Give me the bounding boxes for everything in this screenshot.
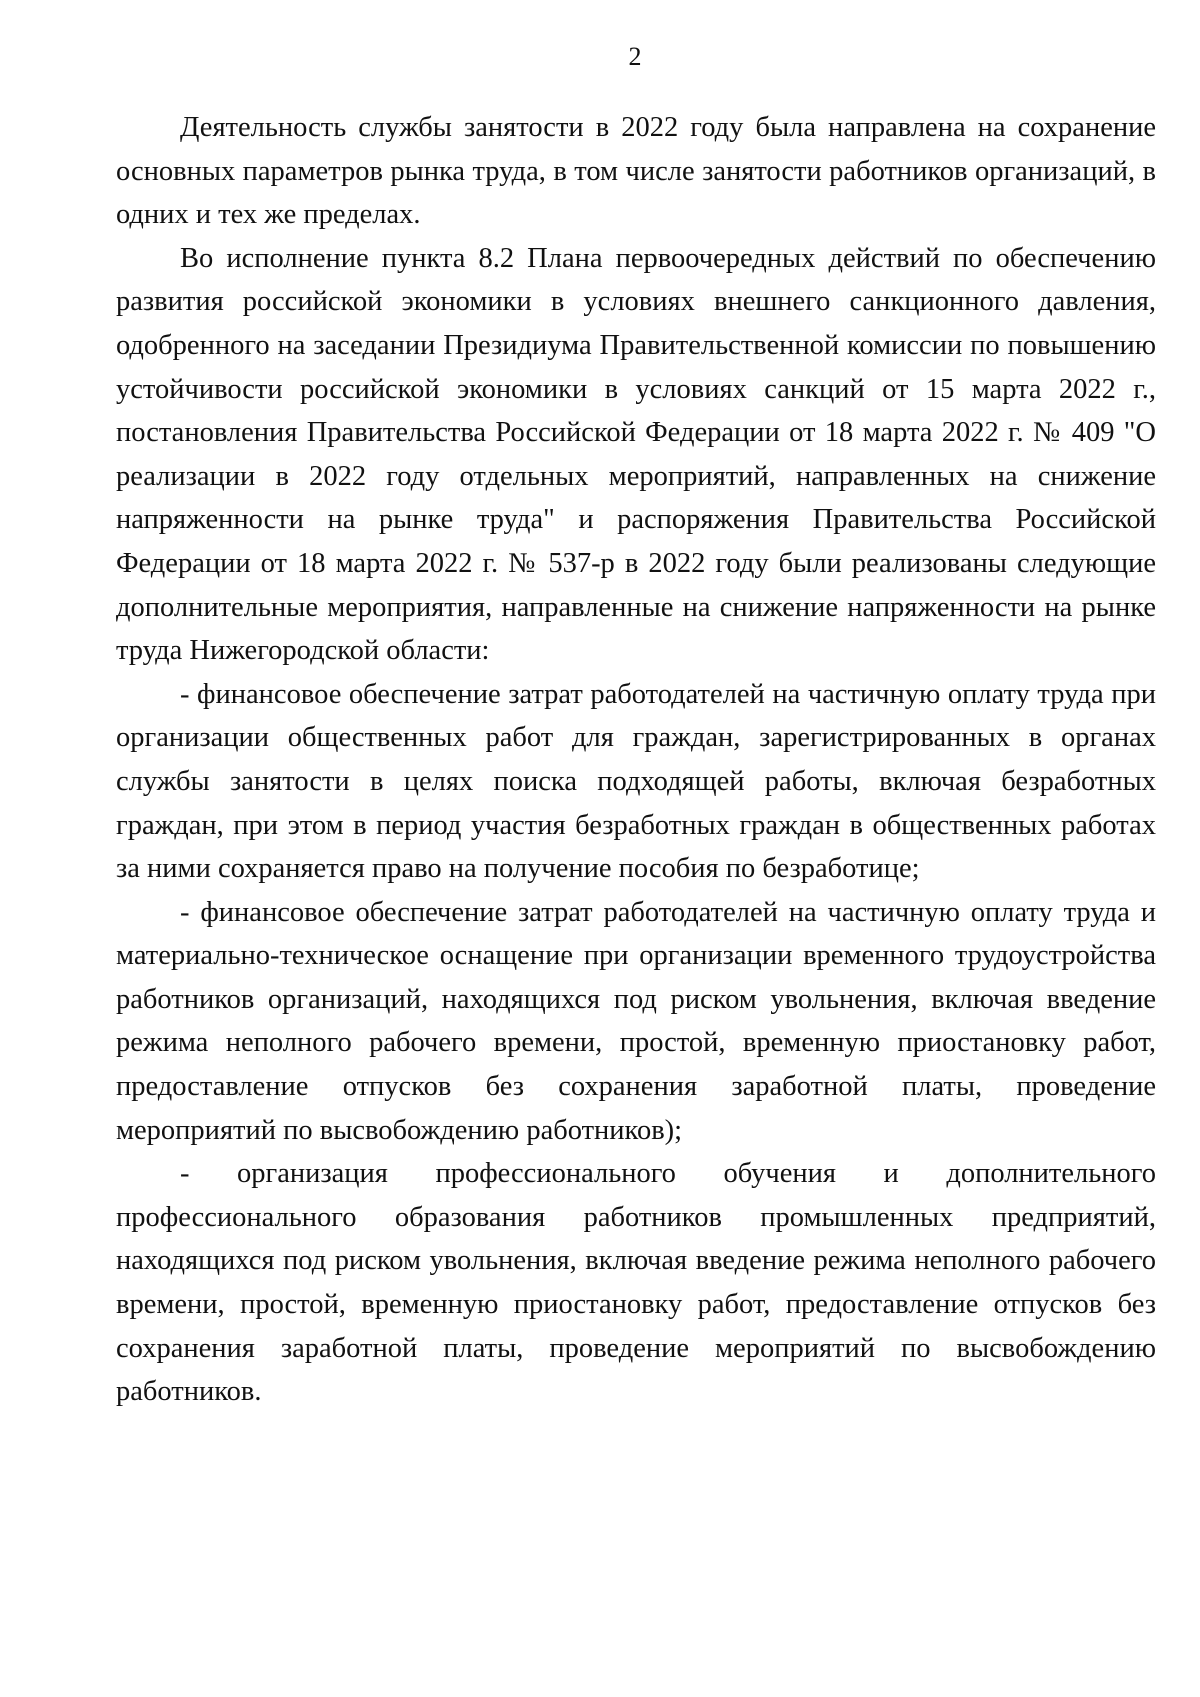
paragraph-measures: Во исполнение пункта 8.2 Плана первоочередных действий по обеспечению развития российской экономики в условиях внешнего санкционного давления, одобренного на заседании Президиума Правительственной комиссии по повышению устойчивости российской экономики в условиях санкций от 15 марта 2022 г., постановления Правительства Российской Федерации от 18 марта 2022 г. № 409 "О реализации в 2022 году отдельных мероприятий, направленных на снижение напряженности на рынке труда" и распоряжения Правительства Российской Федерации от 18 марта 2022 г. № 537-р в 2022 году были реализованы следующие дополнительные мероприятия, направленные на снижение напряженности на рынке труда Нижегородской области:: [116, 242, 1156, 667]
list-item-professional-training: - организация профессионального обучения и дополнительного профессионального образования работников промышленных предприятий, находящихся под риском увольнения, включая введение режима неполного рабочего времени, простой, временную приостановку работ, предоставление отпусков без сохранения заработной платы, проведение мероприятий по высвобождению работников.: [116, 1158, 1156, 1408]
paragraph-intro: Деятельность службы занятости в 2022 году была направлена на сохранение основных параметров рынка труда, в том числе занятости работников организаций, в одних и тех же пределах.: [116, 112, 1156, 231]
page-number: 2: [628, 42, 642, 71]
document-body: [116, 106, 1156, 1414]
list-item-public-works: - финансовое обеспечение затрат работодателей на частичную оплату труда при организации общественных работ для граждан, зарегистрированных в органах службы занятости в целях поиска подходящей работы, включая безработных граждан, при этом в период участия безработных граждан в общественных работах за ними сохраняется право на получение пособия по безработице;: [116, 678, 1156, 885]
list-item-temporary-employment: - финансовое обеспечение затрат работодателей на частичную оплату труда и материально-техническое оснащение при организации временного трудоустройства работников организаций, находящихся под риском увольнения, включая введение режима неполного рабочего времени, простой, временную приостановку работ, предоставление отпусков без сохранения заработной платы, проведение мероприятий по высвобождению работников);: [116, 896, 1156, 1146]
